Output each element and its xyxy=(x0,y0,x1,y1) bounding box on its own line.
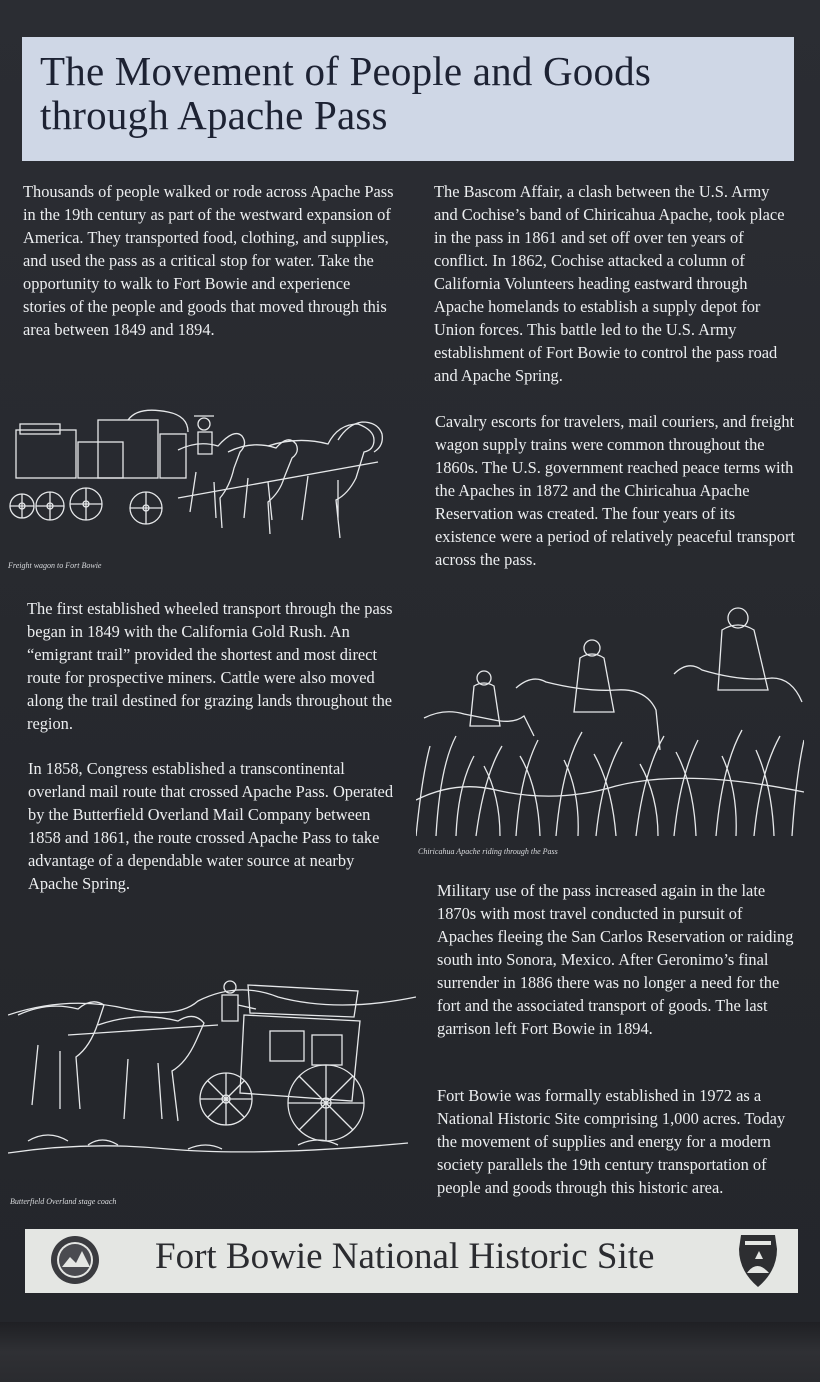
interior-department-seal-icon xyxy=(50,1235,100,1285)
caption-freight-wagon: Freight wagon to Fort Bowie xyxy=(8,561,102,570)
footer-banner xyxy=(25,1229,798,1293)
apache-riders-illustration xyxy=(416,600,804,838)
sign-frame-bottom xyxy=(0,1322,820,1382)
page-title: The Movement of People and Goods through Apache Pass xyxy=(40,48,652,138)
left-paragraph-1: Thousands of people walked or rode across Apache Pass in the 19th century as part of the westward expansion of America. They transported food, clothing, and supplies, and used the pass as a critical stop for water. Take the opportunity to walk to Fort Bowie and experience stories of the people and goods that moved through this area between 1849 and 1894. xyxy=(23,182,394,339)
stage-coach-illustration xyxy=(8,965,416,1177)
right-paragraph-4: Fort Bowie was formally established in 1972 as a National Historic Site comprising 1,000 acres. Today the movement of supplies and energy for a modern society parallels the 19th century transportation of people and goods through this historic area. xyxy=(437,1086,786,1197)
left-paragraph-2: The first established wheeled transport through the pass began in 1849 with the California Gold Rush. An “emigrant trail” provided the shortest and most direct route for prospective miners. Cattle were also moved along the trail destined for grazing lands throughout the region. xyxy=(27,599,393,733)
nps-arrowhead-icon xyxy=(737,1233,779,1289)
site-name: Fort Bowie National Historic Site xyxy=(155,1236,655,1277)
freight-wagon-illustration xyxy=(8,402,408,552)
right-paragraph-1: The Bascom Affair, a clash between the U.S. Army and Cochise’s band of Chiricahua Apache, took place in the pass in 1861 and set off over ten years of conflict. In 1862, Cochise attacked a column of California Volunteers heading eastward through Apache homelands to establish a supply depot for Union forces. This battle led to the U.S. Army establishment of Fort Bowie to control the pass road and Apache Spring. xyxy=(434,182,785,385)
title-banner xyxy=(22,37,794,161)
left-paragraph-3: In 1858, Congress established a transcontinental overland mail route that crossed Apache Pass. Operated by the Butterfield Overland Mail Company between 1858 and 1861, the route crossed Apache Pass to take advantage of a dependable water source at nearby Apache Spring. xyxy=(28,759,394,893)
right-paragraph-2: Cavalry escorts for travelers, mail couriers, and freight wagon supply trains were common throughout the 1860s. The U.S. government reached peace terms with the Apaches in 1872 and the Chiricahua Apache Reservation was created. The four years of its existence were a period of relatively peaceful transport across the pass. xyxy=(435,412,795,569)
caption-apache-riders: Chiricahua Apache riding through the Pass xyxy=(418,847,558,856)
right-paragraph-3: Military use of the pass increased again in the late 1870s with most travel conducted in pursuit of Apaches fleeing the San Carlos Reservation or raiding south into Sonora, Mexico. After Geronimo’s final surrender in 1886 there was no longer a need for the fort and the associated transport of goods. The last garrison left Fort Bowie in 1894. xyxy=(437,881,794,1038)
caption-stage-coach: Butterfield Overland stage coach xyxy=(10,1197,117,1206)
